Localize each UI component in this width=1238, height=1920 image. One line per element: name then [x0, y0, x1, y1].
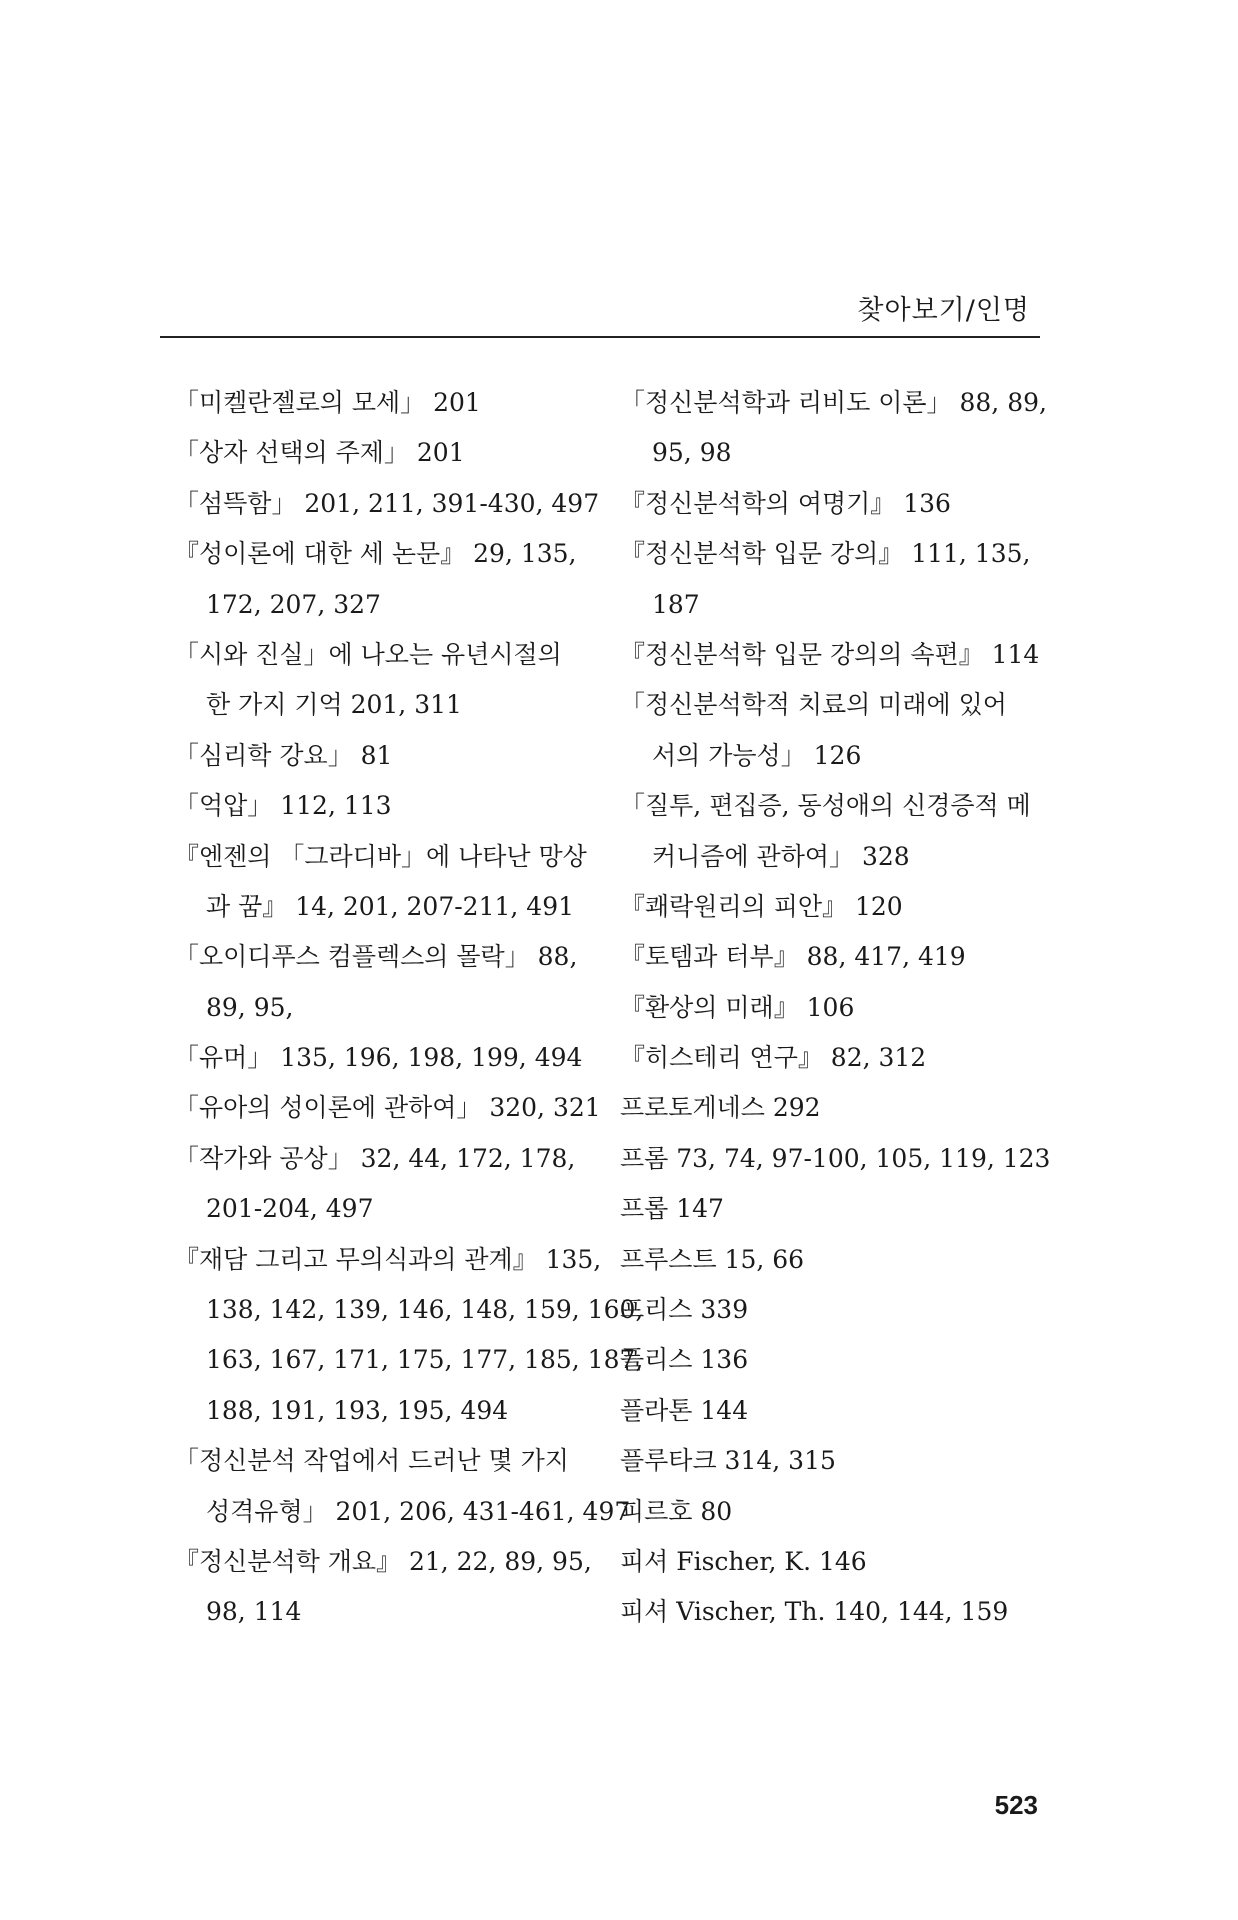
index-entry: 프로토게네스 292: [620, 1093, 821, 1123]
index-entry-continuation: 172, 207, 327: [206, 589, 381, 619]
index-entry-continuation: 95, 98: [652, 438, 732, 468]
index-entry: 프롭 147: [620, 1194, 724, 1224]
index-entry: 「미켈란젤로의 모세」 201: [174, 388, 481, 417]
index-entry: 「정신분석 작업에서 드러난 몇 가지: [174, 1446, 569, 1476]
index-entry-continuation: 163, 167, 171, 175, 177, 185, 187,: [206, 1345, 644, 1375]
page-number: 523: [994, 1790, 1038, 1820]
header-rule: [160, 336, 1040, 338]
index-entry: 프리스 339: [620, 1295, 749, 1325]
index-entry: 「섬뜩함」 201, 211, 391-430, 497: [174, 488, 600, 518]
index-entry: 「정신분석학적 치료의 미래에 있어: [620, 690, 1007, 720]
index-entry: 「시와 진실」에 나오는 유년시절의: [174, 639, 562, 669]
index-column-right: [620, 378, 1050, 1638]
index-entry: 『정신분석학 개요』 21, 22, 89, 95,: [174, 1546, 592, 1576]
index-entry-continuation: 98, 114: [206, 1597, 302, 1627]
index-entry: 「질투, 편집증, 동성애의 신경증적 메: [620, 791, 1031, 821]
index-entry: 「작가와 공상」 32, 44, 172, 178,: [174, 1143, 576, 1173]
index-entry: 『재담 그리고 무의식과의 관계』 135,: [174, 1244, 602, 1274]
index-entry: 『토템과 터부』 88, 417, 419: [620, 942, 966, 972]
index-entry: 『엔젠의 「그라디바」에 나타난 망상: [174, 841, 587, 871]
running-head: 찾아보기/인명: [857, 295, 1030, 326]
index-entry: 「유아의 성이론에 관하여」 320, 321: [174, 1093, 601, 1123]
index-entry: 플라톤 144: [620, 1395, 749, 1425]
index-entry-continuation: 188, 191, 193, 195, 494: [206, 1395, 509, 1425]
index-entry: 피셔 Fischer, K. 146: [620, 1546, 867, 1576]
index-entry: 「오이디푸스 컴플렉스의 몰락」 88,: [174, 942, 578, 972]
index-entry: 「정신분석학과 리비도 이론」 88, 89,: [620, 388, 1047, 417]
index-entry: 프롬 73, 74, 97-100, 105, 119, 123: [620, 1143, 1051, 1173]
index-entry-continuation: 서의 가능성」 126: [652, 740, 862, 770]
index-entry-continuation: 한 가지 기억 201, 311: [206, 690, 462, 720]
index-entry: 『히스테리 연구』 82, 312: [620, 1043, 927, 1073]
index-entry: 「유머」 135, 196, 198, 199, 494: [174, 1043, 583, 1073]
index-entry: 『쾌락원리의 피안』 120: [620, 891, 903, 921]
index-entry: 『환상의 미래』 106: [620, 992, 855, 1022]
index-entry: 『정신분석학 입문 강의의 속편』 114: [620, 639, 1040, 669]
index-entry-continuation: 187: [652, 589, 700, 619]
index-entry: 『정신분석학의 여명기』 136: [620, 488, 951, 518]
index-entry: 피셔 Vischer, Th. 140, 144, 159: [620, 1597, 1009, 1627]
index-entry: 프루스트 15, 66: [620, 1244, 805, 1274]
index-entry: 플리스 136: [620, 1345, 749, 1375]
index-entry: 「상자 선택의 주제」 201: [174, 438, 465, 468]
index-entry: 「심리학 강요」 81: [174, 740, 393, 770]
index-entry-continuation: 201-204, 497: [206, 1194, 374, 1224]
index-entry-continuation: 과 꿈』 14, 201, 207-211, 491: [206, 891, 575, 921]
index-entry: 피르호 80: [620, 1496, 733, 1526]
index-entry: 『정신분석학 입문 강의』 111, 135,: [620, 539, 1031, 569]
index-column-left: [174, 378, 644, 1638]
index-entry: 플루타크 314, 315: [620, 1446, 836, 1476]
index-entry: 「억압」 112, 113: [174, 791, 392, 821]
index-entry-continuation: 138, 142, 139, 146, 148, 159, 160,: [206, 1295, 644, 1325]
index-entry: 『성이론에 대한 세 논문』 29, 135,: [174, 539, 577, 569]
index-entry-continuation: 커니즘에 관하여」 328: [652, 841, 910, 871]
index-entry-continuation: 89, 95,: [206, 992, 294, 1022]
index-entry-continuation: 성격유형」 201, 206, 431-461, 497: [206, 1496, 631, 1526]
